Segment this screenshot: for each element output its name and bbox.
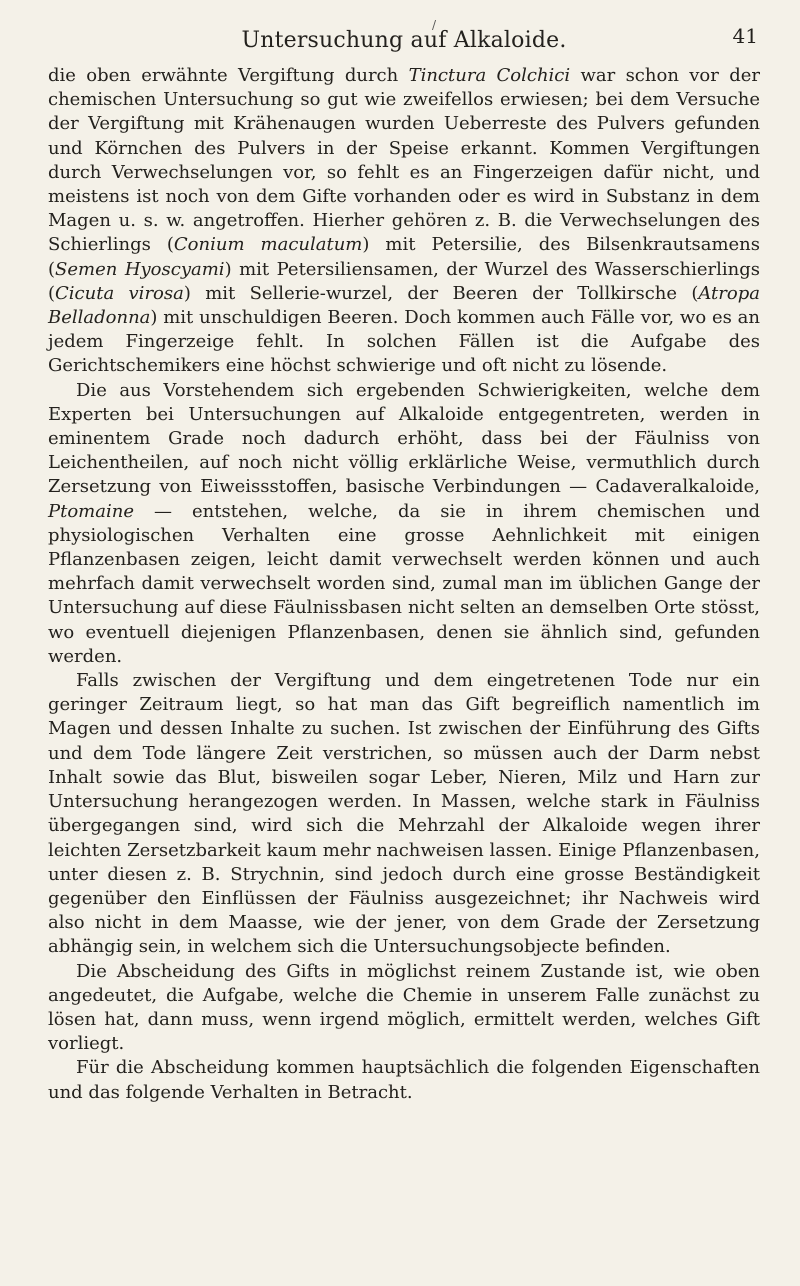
- body-text: [48, 64, 760, 1105]
- page-number: 41: [732, 24, 758, 48]
- italic-term: Semen Hyoscyami: [55, 258, 225, 280]
- italic-term: Atropa Belladonna: [48, 282, 760, 329]
- text-run: Falls zwischen der Vergiftung und dem eingetretenen Tode nur ein geringer Zeitraum liegt, so hat man das Gift begreiflich namentlich im Magen und dessen Inhalte zu suchen. Ist zwischen der Einführung des Gifts und dem Tode längere Zeit verstrichen, so müssen auch der Darm nebst Inhalt sowie das Blut, bisweilen sogar Leber, Nieren, Milz und Harn zur Untersuchung herangezogen werden. In Massen, welche stark in Fäulniss übergegangen sind, wird sich die Mehrzahl der Alkaloide wegen ihrer leichten Zersetzbarkeit kaum mehr nachweisen lassen. Einige Pflanzenbasen, unter diesen z. B. Strychnin, sind jedoch durch eine grosse Beständigkeit gegenüber den Einflüssen der Fäulniss ausgezeichnet; ihr Nachweis wird also nicht in dem Maasse, wie der jener, von dem Grade der Zersetzung abhängig sein, in welchem sich die Untersuchungsobjecte befinden.: [48, 670, 760, 958]
- paragraph: [48, 64, 760, 379]
- italic-term: Ptomaine: [48, 500, 134, 522]
- running-title: Untersuchung auf Alkaloide.: [241, 28, 567, 53]
- text-run: ) mit unschuldigen Beeren. Doch kommen auch Fälle vor, wo es an jedem Fingerzeige fehlt. In solchen Fällen ist die Aufgabe des Gerichtschemikers eine höchst schwierige und oft nicht zu lösende.: [48, 307, 760, 377]
- text-run: Die aus Vorstehendem sich ergebenden Schwierigkeiten, welche dem Experten bei Untersuchungen auf Alkaloide entgegentreten, werden in eminentem Grade noch dadurch erhöht, dass bei der Fäulniss von Leichentheilen, auf noch nicht völlig erklärliche Weise, vermuthlich durch Zersetzung von Eiweissstoffen, basische Verbindungen — Cadaveralkaloide,: [48, 379, 760, 498]
- paragraph: [48, 669, 760, 959]
- paragraph: [48, 1056, 760, 1104]
- italic-term: Conium maculatum: [173, 234, 363, 256]
- book-page: [48, 20, 760, 1105]
- paragraph: [48, 379, 760, 669]
- italic-term: Cicuta virosa: [55, 282, 184, 304]
- running-header: [48, 20, 760, 54]
- text-run: Für die Abscheidung kommen hauptsächlich die folgenden Eigenschaften und das folgende Verhalten in Betracht.: [48, 1057, 760, 1103]
- margin-mark: /: [432, 18, 437, 32]
- italic-term: Tinctura Colchici: [408, 65, 571, 86]
- text-run: — entstehen, welche, da sie in ihrem chemischen und physiologischen Verhalten eine grosse Aehnlichkeit mit einigen Pflanzenbasen zeigen, leicht damit verwechselt werden können und auch mehrfach damit verwechselt worden sind, zumal man im üblichen Gange der Untersuchung auf diese Fäulnissbasen nicht selten an demselben Orte stösst, wo eventuell diejenigen Pflanzenbasen, denen sie ähnlich sind, gefunden werden.: [48, 500, 760, 667]
- text-run: war schon vor der chemischen Untersuchung so gut wie zweifellos erwiesen; bei dem Versuche der Vergiftung mit Krähenaugen wurden Ueberreste des Pulvers gefunden und Körnchen des Pulvers in der Speise erkannt. Kommen Vergiftungen durch Verwechselungen vor, so fehlt es an Fingerzeigen dafür nicht, und meistens ist noch von dem Gifte vorhanden oder es wird in Substanz in dem Magen u. s. w. angetroffen. Hierher gehören z. B. die Verwechselungen des Schierlings (: [48, 65, 760, 256]
- paragraph: [48, 960, 760, 1057]
- text-run: die oben erwähnte Vergiftung durch: [48, 65, 409, 86]
- text-run: Die Abscheidung des Gifts in möglichst reinem Zustande ist, wie oben angedeutet, die Aufgabe, welche die Chemie in unserem Falle zunächst zu lösen hat, dann muss, wenn irgend möglich, ermittelt werden, welches Gift vorliegt.: [48, 960, 760, 1055]
- text-run: ) mit Petersiliensamen, der Wurzel des Wasserschierlings (: [48, 258, 760, 304]
- text-run: ) mit Sellerie-wurzel, der Beeren der Tollkirsche (: [183, 282, 699, 304]
- text-run: ) mit Petersilie, des Bilsenkrautsamens (: [48, 234, 760, 280]
